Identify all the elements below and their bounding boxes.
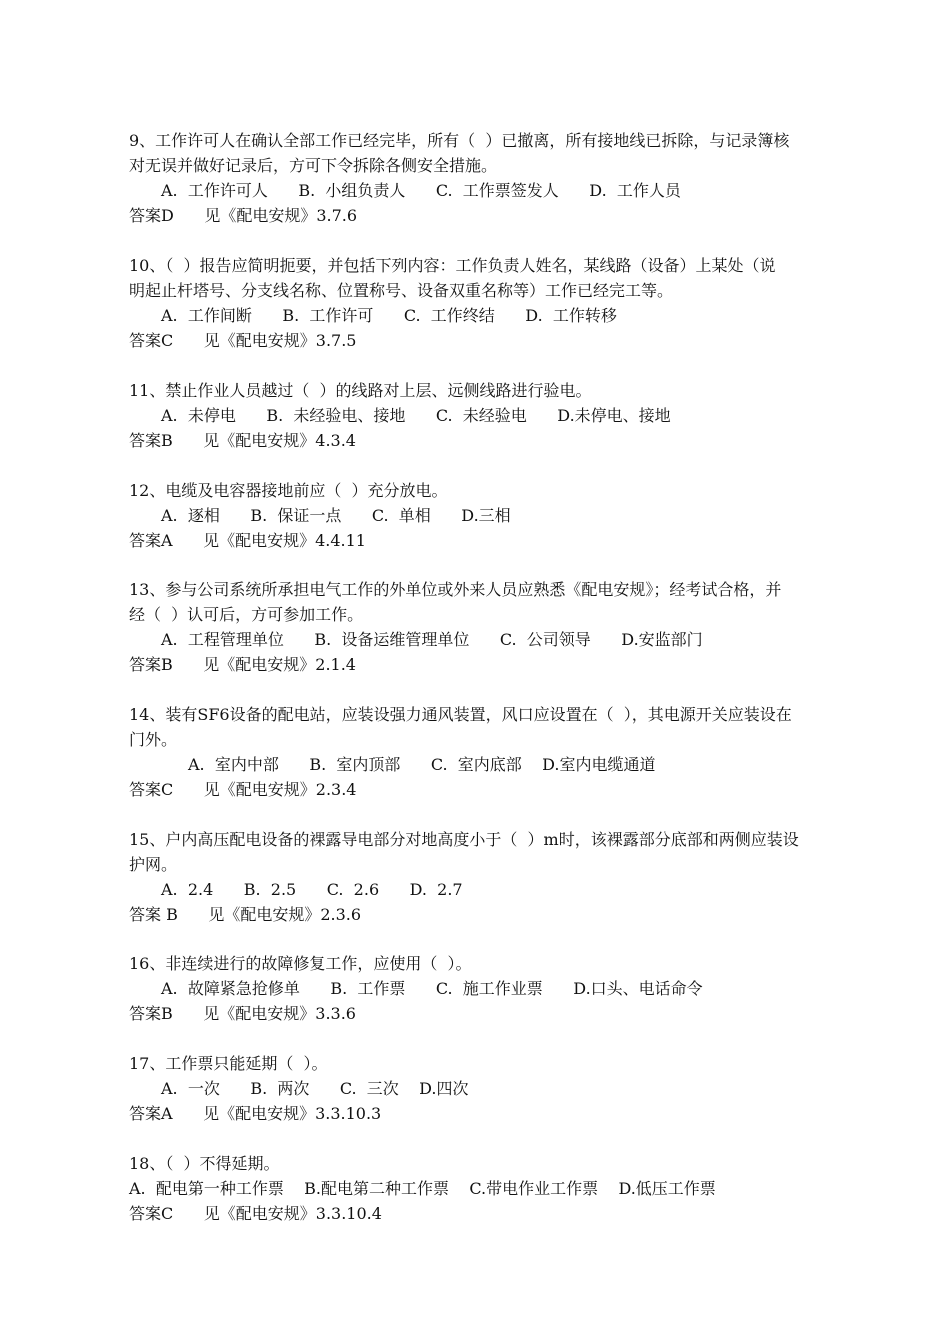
question-16-stem-line-1: 16、非连续进行的故障修复工作，应使用（ ）。 bbox=[129, 954, 472, 973]
question-9-stem-line-1: 9、工作许可人在确认全部工作已经完毕，所有（ ）已撤离，所有接地线已拆除，与记录簿核 bbox=[129, 131, 790, 150]
question-16-answer: 答案B 见《配电安规》3.3.6 bbox=[129, 1004, 356, 1023]
question-9-options: A. 工作许可人 B. 小组负责人 C. 工作票签发人 D. 工作人员 bbox=[161, 181, 681, 200]
question-10-stem-line-1: 10、（ ）报告应简明扼要，并包括下列内容：工作负责人姓名，某线路（设备）上某处（说 bbox=[129, 256, 776, 275]
question-13-stem-line-1: 13、参与公司系统所承担电气工作的外单位或外来人员应熟悉《配电安规》；经考试合格，并 bbox=[129, 580, 782, 599]
question-13-stem-line-2: 经（ ）认可后，方可参加工作。 bbox=[129, 605, 364, 624]
question-18-stem-line-1: 18、（ ）不得延期。 bbox=[129, 1154, 280, 1173]
question-14-stem-line-1: 14、装有SF6设备的配电站，应装设强力通风装置，风口应设置在（ ），其电源开关应装设在 bbox=[129, 705, 792, 724]
question-11-options: A. 未停电 B. 未经验电、接地 C. 未经验电 D.未停电、接地 bbox=[161, 406, 671, 425]
question-12-stem-line-1: 12、电缆及电容器接地前应（ ）充分放电。 bbox=[129, 481, 448, 500]
question-17-options: A. 一次 B. 两次 C. 三次 D.四次 bbox=[161, 1079, 469, 1098]
question-15-answer: 答案 B 见《配电安规》2.3.6 bbox=[129, 905, 362, 924]
question-9-answer: 答案D 见《配电安规》3.7.6 bbox=[129, 206, 358, 225]
question-10-answer: 答案C 见《配电安规》3.7.5 bbox=[129, 331, 357, 350]
question-17-answer: 答案A 见《配电安规》3.3.10.3 bbox=[129, 1104, 382, 1123]
question-14-answer: 答案C 见《配电安规》2.3.4 bbox=[129, 780, 357, 799]
question-12-options: A. 逐相 B. 保证一点 C. 单相 D.三相 bbox=[161, 506, 511, 525]
question-16-options: A. 故障紧急抢修单 B. 工作票 C. 施工作业票 D.口头、电话命令 bbox=[161, 979, 703, 998]
question-13-answer: 答案B 见《配电安规》2.1.4 bbox=[129, 655, 356, 674]
question-18-answer: 答案C 见《配电安规》3.3.10.4 bbox=[129, 1204, 382, 1223]
question-10-options: A. 工作间断 B. 工作许可 C. 工作终结 D. 工作转移 bbox=[161, 306, 617, 325]
question-12-answer: 答案A 见《配电安规》4.4.11 bbox=[129, 531, 366, 550]
question-18-options: A. 配电第一种工作票 B.配电第二种工作票 C.带电作业工作票 D.低压工作票 bbox=[129, 1179, 716, 1198]
question-11-answer: 答案B 见《配电安规》4.3.4 bbox=[129, 431, 356, 450]
question-15-options: A. 2.4 B. 2.5 C. 2.6 D. 2.7 bbox=[161, 880, 463, 899]
question-14-options: A. 室内中部 B. 室内顶部 C. 室内底部 D.室内电缆通道 bbox=[188, 755, 656, 774]
question-10-stem-line-2: 明起止杆塔号、分支线名称、位置称号、设备双重名称等）工作已经完工等。 bbox=[129, 281, 674, 300]
question-13-options: A. 工程管理单位 B. 设备运维管理单位 C. 公司领导 D.安监部门 bbox=[161, 630, 703, 649]
question-9-stem-line-2: 对无误并做好记录后，方可下令拆除各侧安全措施。 bbox=[129, 156, 498, 175]
question-15-stem-line-2: 护网。 bbox=[129, 855, 178, 874]
question-17-stem-line-1: 17、工作票只能延期（ ）。 bbox=[129, 1054, 328, 1073]
question-11-stem-line-1: 11、禁止作业人员越过（ ）的线路对上层、远侧线路进行验电。 bbox=[129, 381, 592, 400]
question-14-stem-line-2: 门外。 bbox=[129, 730, 178, 749]
question-15-stem-line-1: 15、户内高压配电设备的裸露导电部分对地高度小于（ ）m时，该裸露部分底部和两侧应装设 bbox=[129, 830, 799, 849]
